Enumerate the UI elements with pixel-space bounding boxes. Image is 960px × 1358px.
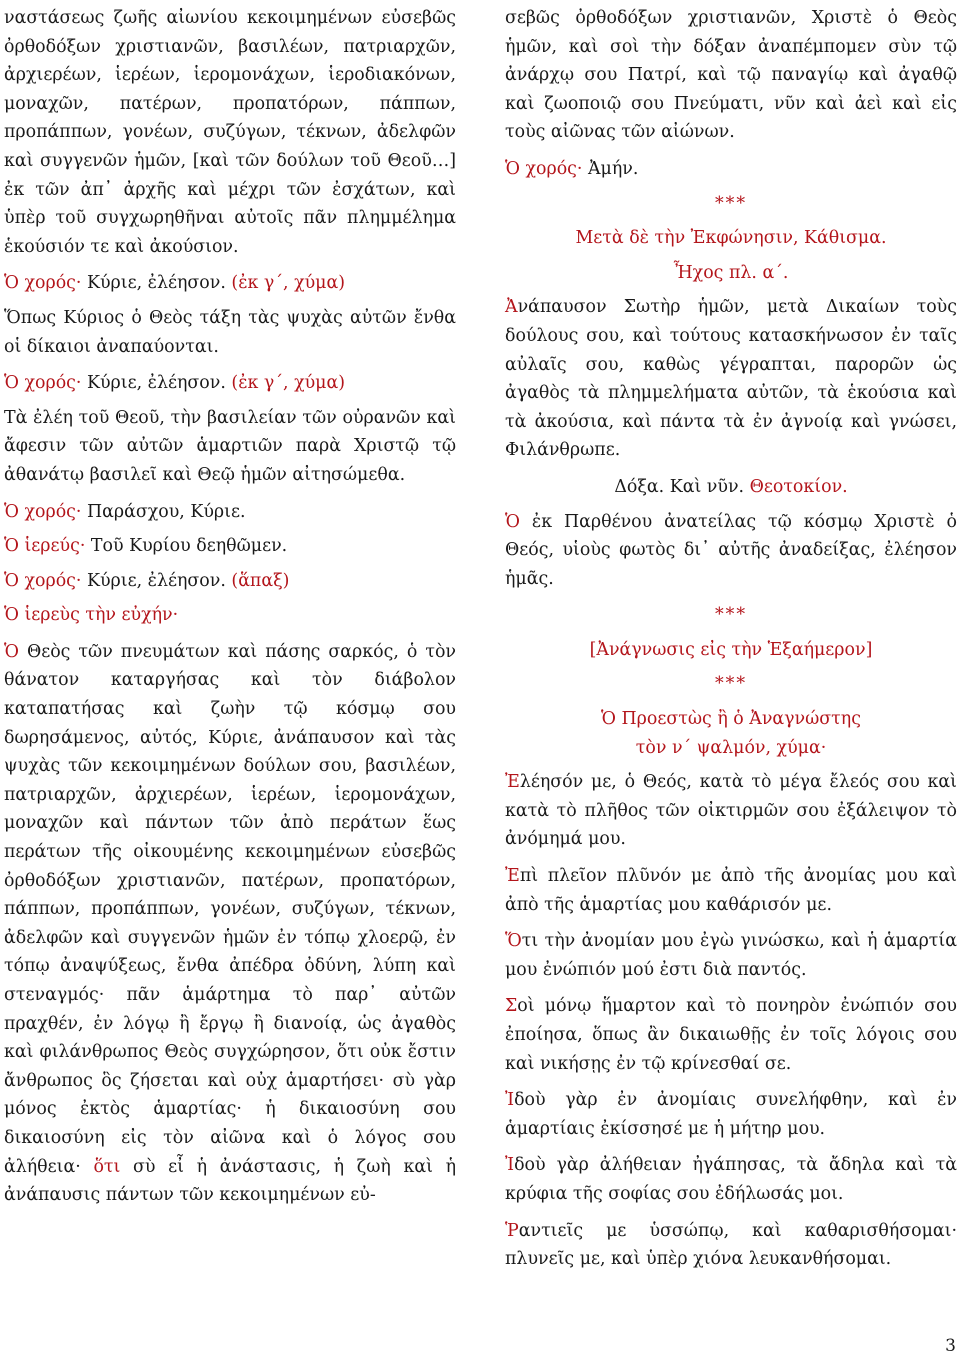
rubric-note: (ἐκ γ´, χύμα) <box>231 273 346 294</box>
verse-text: αντιεῖς με ὑσσώπῳ, καὶ καθαρισθήσομαι· πλυνεῖς με, καὶ ὑπὲρ χιόνα λευκανθήσομαι. <box>505 1220 957 1270</box>
rubric-instruction: Ὁ ἱερεὺς τὴν εὐχήν· <box>4 605 179 626</box>
hymn-body: ἐκ Παρθένου ἀνατείλας τῷ κόσμῳ Χριστὲ ὁ Θεός, υἱοὺς φωτὸς δι᾽ αὐτῆς ἀναδείξας, ἐλέησον ἡμᾶς. <box>505 511 957 589</box>
initial-letter: Ὅ <box>505 931 522 952</box>
verse-text: λέησόν με, ὁ Θεός, κατὰ τὸ μέγα ἔλεός σου καὶ κατὰ τὸ πλῆθος τῶν οἰκτιρμῶν σου ἐξάλειψον τὸ ἀνόμημά μου. <box>505 772 957 850</box>
heading-line: Ὁ Προεστὼς ἢ ὁ Ἀναγνώστης <box>601 709 861 730</box>
verse-text: δοὺ γὰρ ἀλήθειαν ἠγάπησας, τὰ ἄδηλα καὶ τὰ κρύφια τῆς σοφίας σου ἐδήλωσάς μοι. <box>505 1155 957 1204</box>
page-number: 3 <box>945 1336 956 1356</box>
rubric-word: ὅτι <box>93 1156 121 1177</box>
initial-letter: Ἰ <box>505 1155 515 1176</box>
section-separator: *** <box>714 674 748 695</box>
section-heading: [Ἀνάγνωσις εἰς τὴν Ἑξαήμερον] <box>589 639 873 660</box>
rubric-note: (ἐκ γ´, χύμα) <box>231 373 346 394</box>
initial-letter: Ῥ <box>505 1220 519 1241</box>
initial-letter: Ἀ <box>505 297 518 318</box>
verse-text: δοὺ γὰρ ἐν ἀνομίαις συνελήφθην, καὶ ἐν ἁμαρτίαις ἐκίσσησέ με ἡ μήτηρ μου. <box>505 1090 957 1139</box>
petition-text: Ὅπως Κύριος ὁ Θεὸς τάξη τὰς ψυχὰς αὐτῶν ἔνθα οἱ δίκαιοι ἀναπαύονται. <box>4 307 456 357</box>
prayer-continuation: σεβῶς ὀρθοδόξων χριστιανῶν, Χριστὲ ὁ Θεὸς ἡμῶν, καὶ σοὶ τὴν δόξαν ἀναπέμπομεν σὺν τῷ ἀνάρχῳ σου Πατρί, καὶ τῷ παναγίῳ καὶ ἀγαθῷ καὶ ζωοποιῷ σου Πνεύματι, νῦν καὶ ἀεὶ καὶ εἰς τοὺς αἰῶνας τῶν αἰώνων. <box>505 8 957 143</box>
choir-response <box>4 498 456 527</box>
prayer-body-end: σὺ εἶ ἡ ἀνάστασις, ἡ ζωὴ καὶ ἡ ἀνάπαυσις πάντων τῶν κεκοιμημένων εὐ- <box>4 1156 456 1206</box>
priest-response <box>4 532 456 561</box>
initial-letter: Ὁ <box>4 641 19 662</box>
prayer-body: Θεὸς τῶν πνευμάτων καὶ πάσης σαρκός, ὁ τὸν θάνατον καταργήσας καὶ τὸν διάβολον καταπατήσας καὶ ζωὴν τῷ κόσμῳ σου δωρησάμενος, αὐτός, Κύριε, ἀνάπαυσον καὶ τὰς ψυχὰς τῶν κεκοιμημένων δούλων σου, βασιλέων, πατριαρχῶν, ἀρχιερέων, ἱερέων, ἱερομονάχων, μοναχῶν καὶ πάντων τῶν ἀπὸ περάτων ἕως περάτων τῆς οἰκουμένης κεκοιμημένων εὐσεβῶς ὀρθοδόξων χριστιανῶν, πατέρων, προπατόρων, πάππων, προπάππων, γονέων, συζύγων, τέκνων, ἀδελφῶν καὶ συγγενῶν ἡμῶν ἐν τόπῳ χλοερῷ, ἐν τόπῳ ἀναψύξεως, ἔνθα ἀπέδρα ὀδύνη, λύπη καὶ στεναγμός· πᾶν ἁμάρτημα τὸ παρ᾽ αὐτῶν πραχθέν, ἐν λόγῳ ἢ ἔργῳ ἢ διανοίᾳ, ὡς ἀγαθὸς καὶ φιλάνθρωπος Θεὸς συγχώρησον, ὅτι οὐκ ἔστιν ἄνθρωπος ὃς ζήσεται καὶ οὐχ ἁμαρτήσει· σὺ γὰρ μόνος ἐκτὸς ἁμαρτίας· ἡ δικαιοσύνη σου δικαιοσύνη εἰς τὸν αἰῶνα καὶ ὁ λόγος σου ἀλήθεια· <box>4 641 456 1177</box>
doxa-text: Δόξα. Καὶ νῦν. <box>614 476 750 497</box>
heading-line: τὸν ν´ ψαλμόν, χύμα· <box>635 737 827 758</box>
psalm-verse <box>505 862 957 919</box>
rubric-label: Ὁ χορός· <box>505 158 583 179</box>
litany-petition-text: ναστάσεως ζωῆς αἰωνίου κεκοιμημένων εὐσεβῶς ὀρθοδόξων χριστιανῶν, βασιλέων, πατριαρχῶν, ἀρχιερέων, ἱερέων, ἱερομονάχων, ἱεροδιακόνων, μοναχῶν, πατέρων, προπατόρων, πάππων, προπάππων, γονέων, συζύγων, τέκνων, ἀδελφῶν καὶ συγγενῶν ἡμῶν, [καὶ τῶν δούλων τοῦ Θεοῦ…] ἐκ τῶν ἀπ᾽ ἀρχῆς καὶ μέχρι τῶν ἐσχάτων, καὶ ὑπὲρ τοῦ συγχωρηθῆναι αὐτοῖς πᾶν πλημμέλημα ἑκούσιόν τε καὶ ἀκούσιον. <box>4 8 456 257</box>
rubric-label: Ὁ χορός· <box>4 373 82 394</box>
psalm-verse <box>505 927 957 984</box>
psalm-verse <box>505 768 957 854</box>
rubric-label: Ὁ χορός· <box>4 570 82 591</box>
initial-letter: Ὁ <box>505 511 520 532</box>
verse-text: οὶ μόνῳ ἥμαρτον καὶ τὸ πονηρὸν ἐνώπιόν σου ἐποίησα, ὅπως ἂν δικαιωθῇς ἐν τοῖς λόγοις σου καὶ νικήσῃς ἐν τῷ κρίνεσθαί σε. <box>505 996 957 1074</box>
petition-text: Τὰ ἐλέη τοῦ Θεοῦ, τὴν βασιλείαν τῶν οὐρανῶν καὶ ἄφεσιν τῶν αὐτῶν ἁμαρτιῶν παρὰ Χριστῷ τῷ ἀθανάτῳ βασιλεῖ καὶ Θεῷ ἡμῶν αἰτησώμεθα. <box>4 407 456 485</box>
theotokion-label: Θεοτοκίον. <box>749 476 848 497</box>
choir-response <box>4 269 456 298</box>
response-text: Παράσχου, Κύριε. <box>81 501 246 522</box>
section-heading <box>505 705 957 762</box>
rubric-label: Ὁ χορός· <box>4 501 82 522</box>
kathisma-text <box>505 293 957 465</box>
left-column <box>4 4 456 1218</box>
rubric-note: (ἅπαξ) <box>231 570 290 591</box>
choir-response <box>505 155 957 184</box>
initial-letter: Ἐ <box>505 772 520 793</box>
response-text: Τοῦ Κυρίου δεηθῶμεν. <box>85 536 288 557</box>
response-text: Ἀμήν. <box>582 158 639 179</box>
section-separator: *** <box>714 605 748 626</box>
rubric-label: Ὁ χορός· <box>4 273 82 294</box>
right-column <box>505 4 957 1282</box>
doxa-heading <box>505 473 957 502</box>
section-separator: *** <box>714 193 748 214</box>
section-heading: Μετὰ δὲ τὴν Ἐκφώνησιν, Κάθισμα. <box>575 228 887 249</box>
theotokion-text <box>505 508 957 594</box>
response-text: Κύριε, ἐλέησον. <box>81 570 232 591</box>
initial-letter: Ἐ <box>505 866 520 887</box>
hymn-body: νάπαυσον Σωτὴρ ἡμῶν, μετὰ Δικαίων τοὺς δούλους σου, καὶ τούτους κατασκήνωσον ἐν ταῖς αὐλαῖς σου, καθὼς γέγραπται, παρορῶν ὡς ἀγαθὸς τὰ πλημμελήματα αὐτῶν, τὰ ἑκούσια καὶ τὰ ἀκούσια, καὶ πάντα τὰ ἐν ἀγνοίᾳ καὶ γνώσει, Φιλάνθρωπε. <box>505 297 957 461</box>
response-text: Κύριε, ἐλέησον. <box>81 373 232 394</box>
psalm-verse <box>505 992 957 1078</box>
response-text: Κύριε, ἐλέησον. <box>81 273 232 294</box>
verse-text: τι τὴν ἀνομίαν μου ἐγὼ γινώσκω, καὶ ἡ ἁμαρτία μου ἐνώπιόν μού ἐστι διὰ παντός. <box>505 931 957 980</box>
initial-letter: Ἰ <box>505 1090 515 1111</box>
choir-response <box>4 369 456 398</box>
psalm-verse <box>505 1086 957 1143</box>
verse-text: πὶ πλεῖον πλῦνόν με ἀπὸ τῆς ἀνομίας μου καὶ ἀπὸ τῆς ἁμαρτίας μου καθάρισόν με. <box>505 866 957 915</box>
initial-letter: Σ <box>505 996 518 1017</box>
psalm-verse <box>505 1151 957 1208</box>
psalm-verse <box>505 1217 957 1274</box>
rubric-label: Ὁ ἱερεύς· <box>4 536 86 557</box>
choir-response <box>4 567 456 596</box>
prayer-text <box>4 638 456 1210</box>
tone-heading: Ἦχος πλ. α´. <box>673 262 789 283</box>
